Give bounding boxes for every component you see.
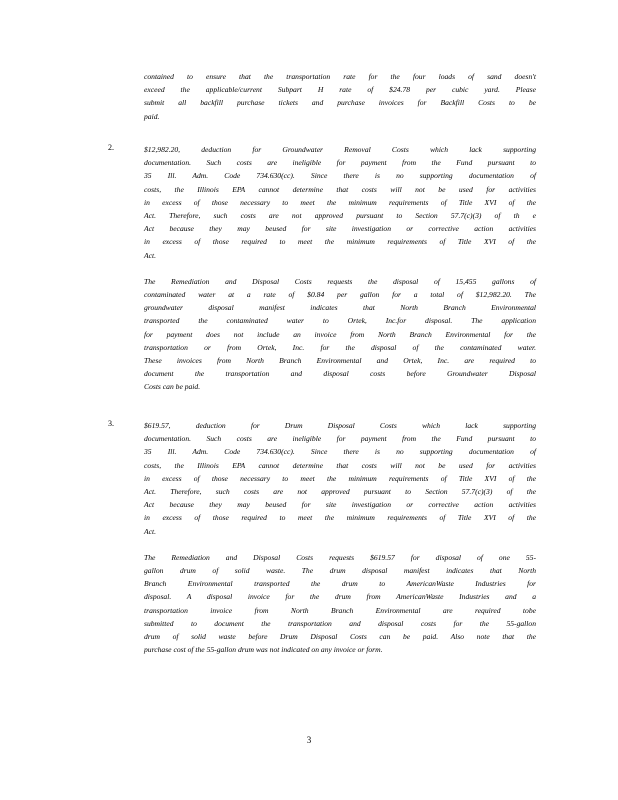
text-line: documentation. Such costs are ineligible for payment from the Fund pursuant to bbox=[144, 434, 536, 444]
text-line: 35 Ill. Adm. Code 734.630(cc). Since there is no supporting documentation of bbox=[144, 171, 536, 181]
text-line: transportation or from Ortek, Inc. for the disposal of the contaminated water. bbox=[144, 342, 536, 352]
text-line: Act because they may beused for site investigation or corrective action activities bbox=[144, 224, 536, 234]
text-line: purchase cost of the 55-gallon drum was not indicated on any invoice or form. bbox=[144, 645, 383, 655]
text-line: groundwater disposal manifest indicates that North Branch Environmental bbox=[144, 303, 536, 313]
text-line: in excess of those required to meet the minimum requirements of Title XVI of the bbox=[144, 237, 536, 247]
text-line: Act. Therefore, such costs are not approved pursuant to Section 57.7(c)(3) of the bbox=[144, 487, 536, 497]
item-body bbox=[144, 419, 536, 669]
text-line: for payment does not include an invoice from North Branch Environmental for the bbox=[144, 329, 536, 339]
text-line: paid. bbox=[144, 111, 160, 121]
text-line: contained to ensure that the transportation rate for the four loads of sand doesn't bbox=[144, 72, 536, 81]
text-line: Act. bbox=[144, 526, 157, 536]
text-line: exceed the applicable/current Subpart H rate of $24.78 per cubic yard. Please bbox=[144, 85, 536, 95]
item-body bbox=[144, 143, 536, 407]
paragraph bbox=[144, 275, 536, 394]
item-number: 2. bbox=[108, 143, 114, 152]
text-line: in excess of those necessary to meet the minimum requirements of Title XVI of the bbox=[144, 473, 536, 483]
text-line: The Remediation and Disposal Costs requests $619.57 for disposal of one 55- bbox=[144, 552, 536, 562]
text-line: submit all backfill purchase tickets and purchase invoices for Backfill Costs to be bbox=[144, 98, 536, 108]
continuation-paragraph bbox=[144, 70, 536, 136]
paragraph bbox=[144, 419, 536, 538]
text-line: Act. Therefore, such costs are not approved pursuant to Section 57.7(c)(3) of th e bbox=[144, 211, 536, 221]
text-line: Costs can be paid. bbox=[144, 382, 201, 392]
text-line: costs, the Illinois EPA cannot determine that costs will not be used for activities bbox=[144, 184, 536, 194]
text-line: transported the contaminated water to Ortek, Inc.for disposal. The application bbox=[144, 316, 536, 326]
text-line: Act because they may beused for site investigation or corrective action activities bbox=[144, 500, 536, 510]
text-line: in excess of those necessary to meet the minimum requirements of Title XVI of the bbox=[144, 197, 536, 207]
text-line: Act. bbox=[144, 250, 157, 260]
text-line: document the transportation and disposal costs before Groundwater Disposal bbox=[144, 369, 536, 379]
text-line: $619.57, deduction for Drum Disposal Costs which lack supporting bbox=[144, 421, 536, 430]
text-line: in excess of those required to meet the minimum requirements of Title XVI of the bbox=[144, 513, 536, 523]
text-line: 35 Ill. Adm. Code 734.630(cc). Since there is no supporting documentation of bbox=[144, 447, 536, 457]
text-line: $12,982.20, deduction for Groundwater Removal Costs which lack supporting bbox=[144, 145, 536, 154]
page-number: 3 bbox=[306, 735, 312, 745]
text-line: The Remediation and Disposal Costs requests the disposal of 15,455 gallons of bbox=[144, 276, 536, 286]
text-line: These invoices from North Branch Environmental and Ortek, Inc. are required to bbox=[144, 356, 536, 366]
text-line: documentation. Such costs are ineligible for payment from the Fund pursuant to bbox=[144, 158, 536, 168]
text-line: costs, the Illinois EPA cannot determine that costs will not be used for activities bbox=[144, 460, 536, 470]
text-line: Branch Environmental transported the drum to AmericanWaste Industries for bbox=[144, 579, 536, 589]
text-line: submitted to document the transportation and disposal costs for the 55-gallon bbox=[144, 618, 536, 628]
text-line: disposal. A disposal invoice for the drum from AmericanWaste Industries and a bbox=[144, 592, 536, 602]
paragraph bbox=[144, 551, 536, 657]
paragraph bbox=[144, 70, 536, 123]
item-number: 3. bbox=[108, 419, 114, 428]
paragraph bbox=[144, 143, 536, 262]
text-line: drum of solid waste before Drum Disposal Costs can be paid. Also note that the bbox=[144, 632, 536, 642]
text-line: transportation invoice from North Branch Environmental are required tobe bbox=[144, 605, 536, 615]
text-line: gallon drum of solid waste. The drum disposal manifest indicates that North bbox=[144, 566, 536, 576]
text-line: contaminated water at a rate of $0.84 per gallon for a total of $12,982.20. The bbox=[144, 290, 536, 300]
